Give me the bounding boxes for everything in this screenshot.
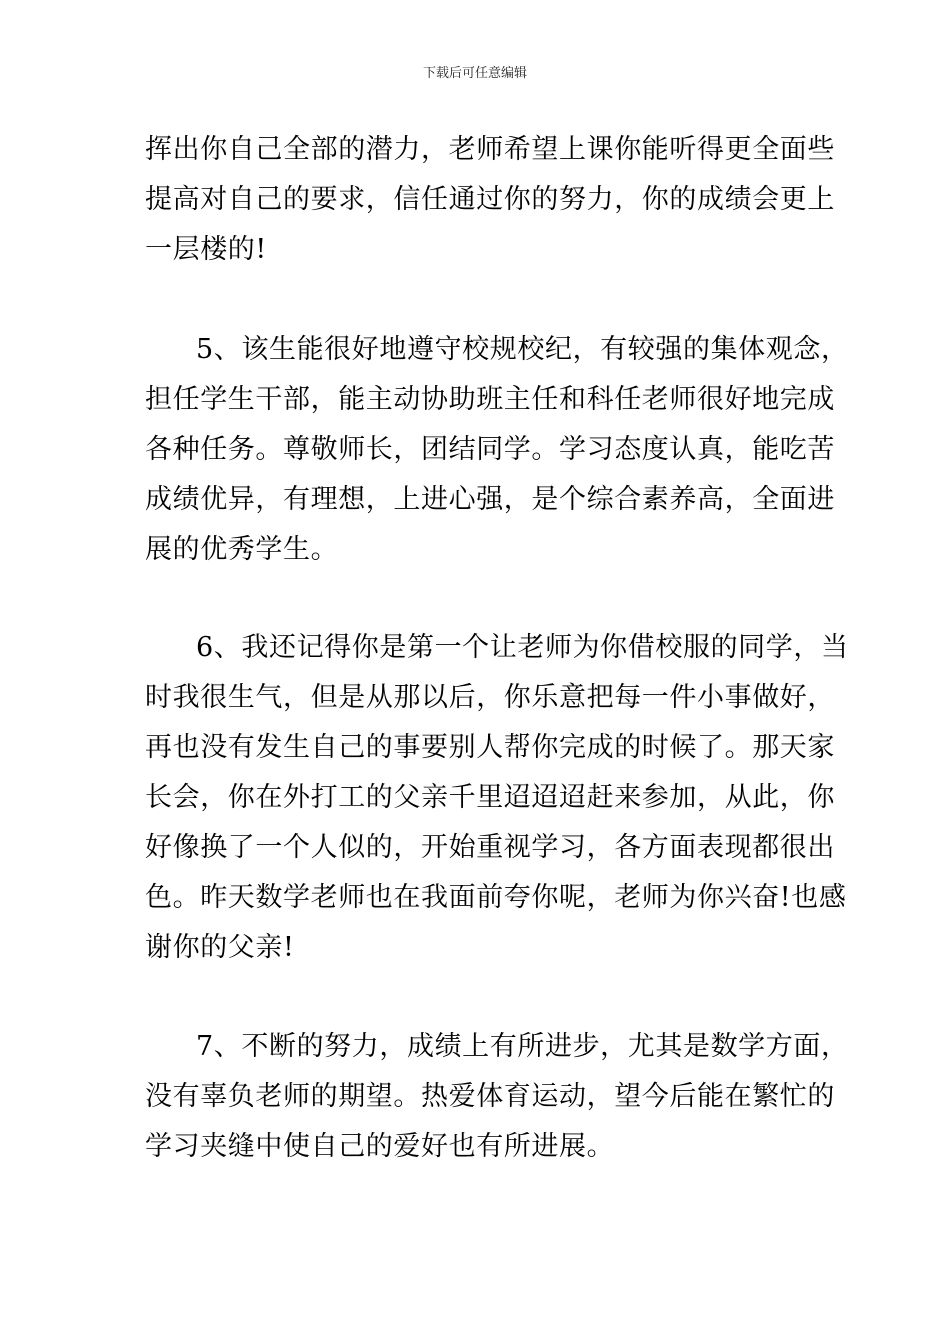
- paragraph-1-line-2: 提高对自己的要求，信任通过你的努力，你的成绩会更上: [145, 184, 835, 215]
- paragraph-3-line-7: 谢你的父亲!: [145, 932, 295, 963]
- paragraph-3-line-1: 6、我还记得你是第一个让老师为你借校服的同学，当: [196, 632, 849, 663]
- paragraph-1-line-1: 挥出你自己全部的潜力，老师希望上课你能听得更全面些: [145, 134, 835, 165]
- paragraph-2-line-5: 展的优秀学生。: [145, 534, 339, 565]
- paragraph-2-line-1: 5、该生能很好地遵守校规校纪，有较强的集体观念，: [196, 334, 849, 365]
- paragraph-3-line-3: 再也没有发生自己的事要别人帮你完成的时候了。那天家: [145, 732, 835, 763]
- paragraph-4-line-1: 7、不断的努力，成绩上有所进步，尤其是数学方面，: [196, 1031, 849, 1062]
- paragraph-3-line-6: 色。昨天数学老师也在我面前夸你呢，老师为你兴奋!也感: [145, 882, 847, 913]
- paragraph-4-line-2: 没有辜负老师的期望。热爱体育运动，望今后能在繁忙的: [145, 1081, 835, 1112]
- paragraph-2-line-2: 担任学生干部，能主动协助班主任和科任老师很好地完成: [145, 384, 835, 415]
- paragraph-2-line-4: 成绩优异，有理想，上进心强，是个综合素养高，全面进: [145, 484, 835, 515]
- paragraph-2-line-3: 各种任务。尊敬师长，团结同学。学习态度认真，能吃苦: [145, 434, 835, 465]
- paragraph-3-line-5: 好像换了一个人似的，开始重视学习，各方面表现都很出: [145, 832, 835, 863]
- paragraph-3-line-4: 长会，你在外打工的父亲千里迢迢迢赶来参加，从此，你: [145, 782, 835, 813]
- paragraph-3-line-2: 时我很生气，但是从那以后，你乐意把每一件小事做好，: [145, 682, 835, 713]
- page-header: 下载后可任意编辑: [422, 66, 527, 81]
- paragraph-1-line-3: 一层楼的!: [145, 234, 267, 265]
- paragraph-4-line-3: 学习夹缝中使自己的爱好也有所进展。: [145, 1131, 615, 1162]
